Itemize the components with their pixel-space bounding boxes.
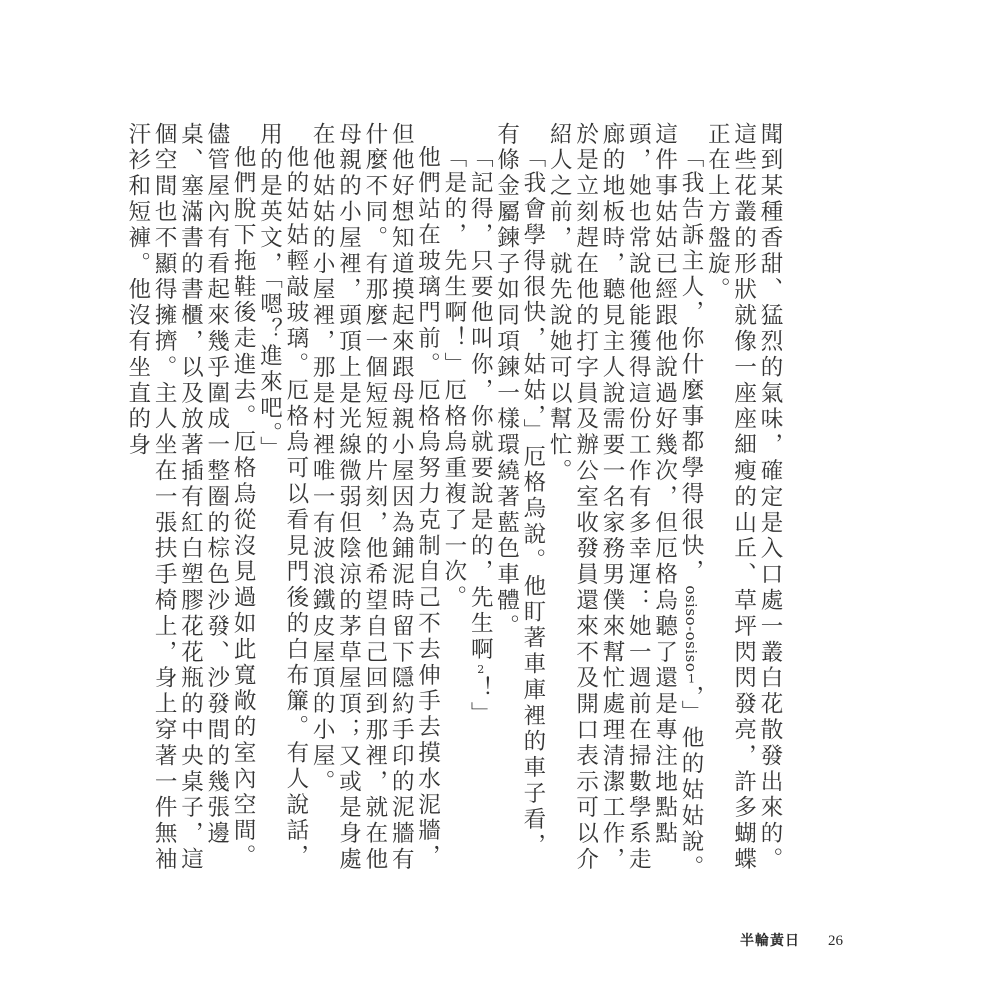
footnote-marker: 1: [684, 671, 698, 685]
paragraph: [256, 122, 309, 882]
paragraph-text: 他們站在玻璃門前。厄格烏努力克制自己不去伸手去摸水泥牆，但他好想知道摸起來跟母親小屋因為鋪泥時留下隱約手印的泥牆有什麼不同。有那麼一個短短的片刻，他希望自己回到那裡，就在他母親的小屋裡，頭頂上是光線微弱但陰涼的茅草屋頂；又或是身處在他姑姑的小屋裡，那是村裡唯一有波浪鐵皮屋頂的小屋。: [309, 122, 441, 874]
paragraph-text: 「是的，先生啊！」厄格烏重複了一次。: [440, 144, 467, 611]
paragraph-text: 聞到某種香甜、猛烈的氣味，確定是入口處一叢白花散發出來的。這些花叢的形狀就像一座座細瘦的山丘、草坪閃閃發亮，許多蝴蝶正在上方盤旋。: [704, 122, 783, 874]
paragraph: [493, 122, 546, 882]
paragraph-text: 他們脫下拖鞋後走進去。厄格烏從沒見過如此寬敞的室內空間。儘管屋內有看起來幾乎圍成一整圈的棕色沙發、沙發間的幾張邊桌、塞滿書的書櫃，以及放著插有紅白塑膠花花瓶的中央桌子，這個空間也不顯得擁擠。主人坐在一張扶手椅上，身上穿著一件無袖汗衫和短褲。他沒有坐直的身: [124, 122, 257, 874]
paragraph-text: 「記得，只要他叫你，你就要說是的，先生啊: [467, 144, 494, 663]
paragraph: [546, 122, 704, 882]
paragraph-text: ！」: [467, 675, 494, 728]
running-book-title: 半輪黃日: [740, 933, 800, 949]
paragraph: [441, 122, 467, 882]
paragraph: [309, 122, 441, 882]
paragraph-text: 「我告訴主人，你什麼事都學得很快，: [677, 144, 704, 585]
paragraph-text: 他的姑姑輕敲玻璃。厄格烏可以看見門後的白布簾。有人說話，用的是英文，「嗯？進來吧。」: [256, 122, 309, 870]
paragraph-text: 「我會學得很快，姑姑，」厄格烏說。他盯著車庫裡的車子看，有條金屬鍊子如同項鍊一樣環繞著藍色車體。: [493, 122, 546, 859]
vertical-body-text: [124, 122, 783, 882]
page-number: 26: [828, 933, 843, 949]
latin-term: osiso-osiso: [681, 584, 700, 672]
paragraph-text: ，」他的姑姑說。這件事姑姑已經跟他說過好幾次，但厄格烏聽了還是專注地點點頭，她也常說他能獲得這份工作有多幸運：她一週前在掃數學系走廊的地板時，聽見主人說需要一名家務男僕來幫忙處理清潔工作，於是立刻趕在他的打字員及辦公室收發員還來不及開口表示可以介紹人之前，就先說她可以幫忙。: [546, 122, 704, 881]
footnote-marker: 2: [474, 662, 488, 676]
paragraph: [467, 122, 493, 882]
paragraph: [124, 122, 256, 882]
page-footer: [740, 930, 843, 950]
paragraph: [704, 122, 783, 882]
